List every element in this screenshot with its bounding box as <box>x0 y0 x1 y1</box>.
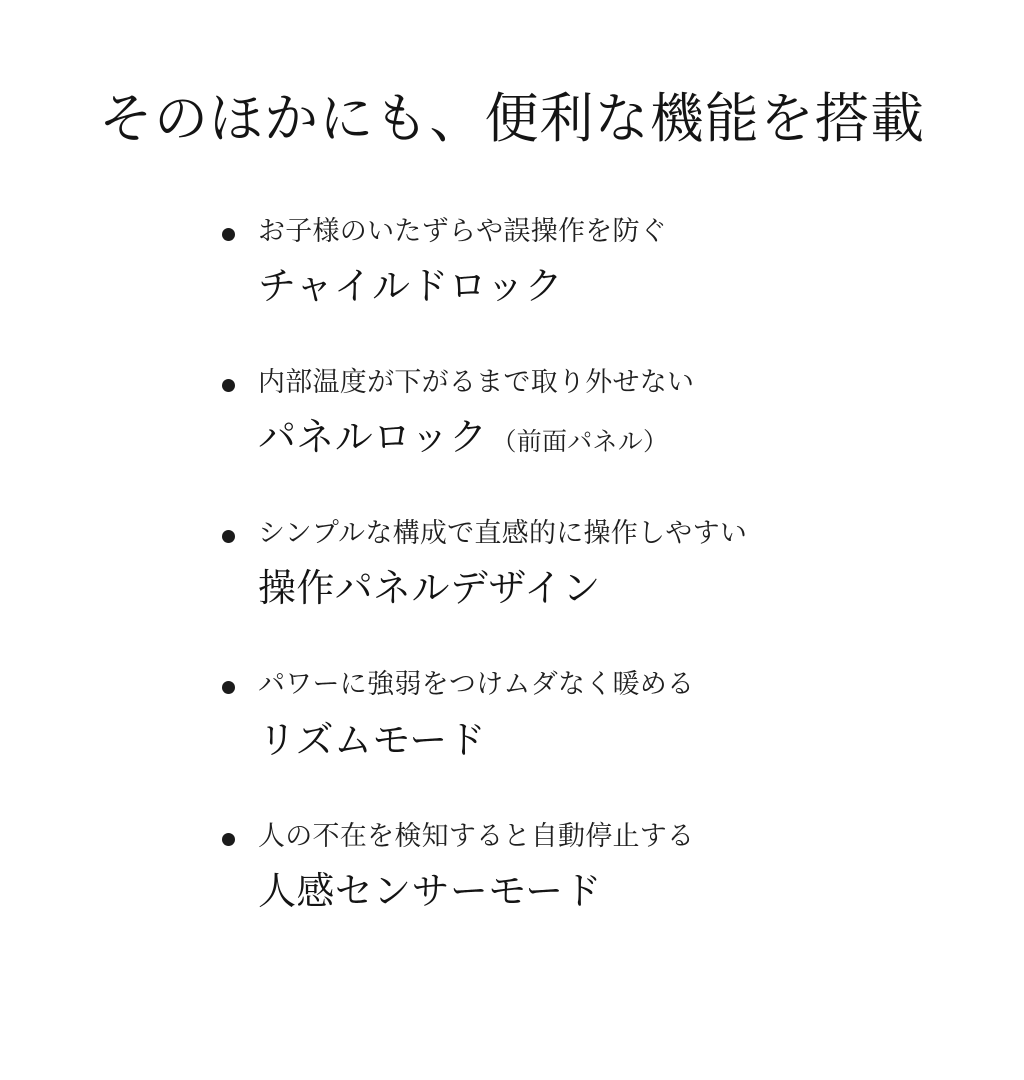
feature-name-text: 人感センサーモード <box>258 870 602 913</box>
feature-name-row <box>258 715 984 768</box>
feature-name-row <box>258 261 984 314</box>
feature-name-text: リズムモード <box>258 719 487 762</box>
bullet-dot-icon <box>222 681 235 694</box>
feature-name-row <box>258 563 984 616</box>
feature-name-text: 操作パネルデザイン <box>258 568 601 611</box>
bullet-dot-icon <box>222 833 235 846</box>
list-item <box>0 212 1024 314</box>
feature-lead-text: シンプルな構成で直感的に操作しやすい <box>258 518 748 549</box>
feature-name-text: チャイルドロック <box>258 265 564 308</box>
feature-list <box>0 154 1024 920</box>
list-item <box>0 514 1024 616</box>
list-item <box>0 363 1024 465</box>
feature-name-text: パネルロック <box>258 416 488 459</box>
bullet-dot-icon <box>222 228 235 241</box>
feature-name-row <box>258 866 984 919</box>
feature-lead-text: パワーに強弱をつけムダなく暖める <box>258 669 695 700</box>
bullet-dot-icon <box>222 530 235 543</box>
page-title: そのほかにも、便利な機能を搭載 <box>98 89 926 149</box>
list-item <box>0 665 1024 767</box>
bullet-dot-icon <box>222 379 235 392</box>
feature-name-row <box>258 412 984 465</box>
feature-note-text: （前面パネル） <box>491 427 669 456</box>
feature-lead-text: 内部温度が下がるまで取り外せない <box>258 366 695 397</box>
list-item <box>0 817 1024 919</box>
feature-lead-text: 人の不在を検知すると自動停止する <box>258 820 695 851</box>
feature-lead-text: お子様のいたずらや誤操作を防ぐ <box>258 215 668 246</box>
